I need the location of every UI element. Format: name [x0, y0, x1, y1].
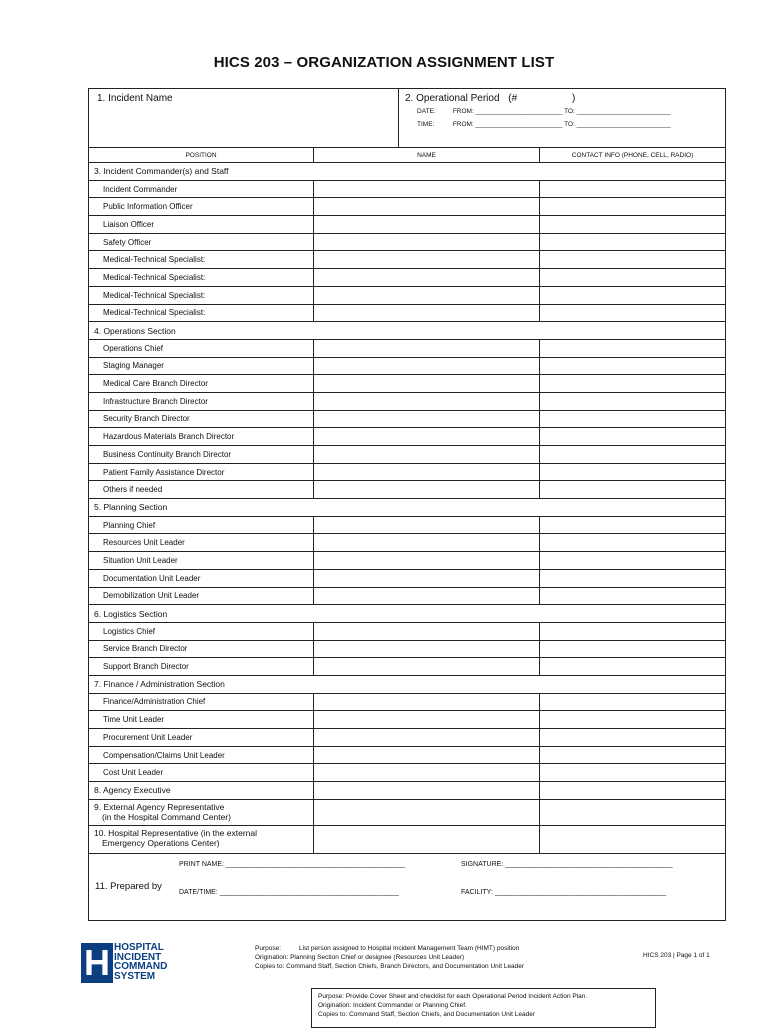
section-row	[89, 605, 725, 623]
table-row	[89, 251, 725, 269]
position-label: Public Information Officer	[89, 198, 314, 215]
position-label: Incident Commander	[89, 181, 314, 198]
table-row	[89, 641, 725, 659]
table-row	[89, 393, 725, 411]
prepared-by-label: 11. Prepared by	[95, 881, 162, 893]
contact-cell[interactable]	[540, 340, 725, 357]
contact-cell[interactable]	[540, 534, 725, 551]
contact-cell[interactable]	[540, 411, 725, 428]
facility-field[interactable]: FACILITY: ____________________________________________	[461, 888, 667, 896]
table-row	[89, 428, 725, 446]
contact-cell[interactable]	[540, 428, 725, 445]
name-cell[interactable]	[314, 393, 540, 410]
section-row	[89, 826, 725, 854]
contact-cell[interactable]	[540, 251, 725, 268]
time-from-input[interactable]: FROM: ________________________	[452, 121, 563, 128]
position-label: Business Continuity Branch Director	[89, 446, 314, 463]
name-cell[interactable]	[314, 800, 540, 825]
position-label: Finance/Administration Chief	[89, 694, 314, 711]
purpose-box: Purpose: Provide Cover Sheet and checklist for each Operational Period Incident Action Plan. Origination: Incident Commander or Planning Chief. Copies to: Command Staff, Section Chiefs, and Documentation Unit Leader	[311, 988, 656, 1028]
position-label: Time Unit Leader	[89, 711, 314, 728]
position-label: Security Branch Director	[89, 411, 314, 428]
position-label: Medical-Technical Specialist:	[89, 305, 314, 322]
contact-cell[interactable]	[540, 305, 725, 322]
name-cell[interactable]	[314, 517, 540, 534]
table-row	[89, 534, 725, 552]
name-cell[interactable]	[314, 234, 540, 251]
position-label: Others if needed	[89, 481, 314, 498]
table-row	[89, 181, 725, 199]
table-row	[89, 711, 725, 729]
position-label: Medical-Technical Specialist:	[89, 269, 314, 286]
date-from-input[interactable]: FROM: ________________________	[452, 108, 563, 115]
signature-field[interactable]: SIGNATURE: ___________________________________________	[461, 860, 673, 868]
contact-cell[interactable]	[540, 552, 725, 569]
position-label: Cost Unit Leader	[89, 764, 314, 781]
logo-letter: H	[81, 943, 113, 983]
table-row	[89, 694, 725, 712]
name-cell[interactable]	[314, 764, 540, 781]
section-heading: 4. Operations Section	[94, 325, 176, 336]
contact-cell[interactable]	[540, 481, 725, 498]
footer-notes: Purpose: List person assigned to Hospital Incident Management Team (HIMT) position Origination: Planning Section Chief or designee (Resources Unit Leader) Copies to: Command Staff, Section Chiefs, Branch Directors, and Documentation Unit Leader	[255, 945, 525, 970]
contact-cell[interactable]	[540, 393, 725, 410]
name-cell[interactable]	[314, 340, 540, 357]
contact-cell[interactable]	[540, 216, 725, 233]
contact-cell[interactable]	[540, 800, 725, 825]
section-heading: 6. Logistics Section	[94, 608, 168, 619]
contact-cell[interactable]	[540, 764, 725, 781]
op-period-label: 2. Operational Period	[405, 93, 500, 104]
name-cell[interactable]	[314, 570, 540, 587]
name-cell[interactable]	[314, 641, 540, 658]
contact-cell[interactable]	[540, 198, 725, 215]
section-heading: 3. Incident Commander(s) and Staff	[94, 166, 229, 177]
table-row	[89, 305, 725, 323]
name-cell[interactable]	[314, 269, 540, 286]
position-label: Procurement Unit Leader	[89, 729, 314, 746]
table-row	[89, 623, 725, 641]
name-cell[interactable]	[314, 251, 540, 268]
table-row	[89, 340, 725, 358]
table-row	[89, 234, 725, 252]
assignment-rows	[89, 163, 725, 854]
table-row	[89, 481, 725, 499]
table-row	[89, 446, 725, 464]
name-cell[interactable]	[314, 464, 540, 481]
column-headers	[89, 148, 725, 163]
page-number: HICS 203 | Page 1 of 1	[643, 952, 710, 959]
contact-cell[interactable]	[540, 464, 725, 481]
name-cell[interactable]	[314, 552, 540, 569]
table-row	[89, 729, 725, 747]
table-row	[89, 517, 725, 535]
section-heading: 8. Agency Executive	[89, 782, 314, 799]
contact-cell[interactable]	[540, 729, 725, 746]
name-cell[interactable]	[314, 658, 540, 675]
table-row	[89, 287, 725, 305]
col-name: NAME	[314, 148, 540, 162]
name-cell[interactable]	[314, 198, 540, 215]
position-label: Medical-Technical Specialist:	[89, 251, 314, 268]
incident-name-label: 1. Incident Name	[97, 93, 173, 104]
section-row	[89, 676, 725, 694]
section-row	[89, 782, 725, 800]
position-label: Medical Care Branch Director	[89, 375, 314, 392]
name-cell[interactable]	[314, 588, 540, 605]
print-name-field[interactable]: PRINT NAME: ______________________________________________	[179, 860, 406, 868]
contact-cell[interactable]	[540, 287, 725, 304]
time-line: TIME: FROM: ________________________ TO: __________________________	[417, 121, 671, 128]
name-cell[interactable]	[314, 623, 540, 640]
position-label: Medical-Technical Specialist:	[89, 287, 314, 304]
name-cell[interactable]	[314, 181, 540, 198]
contact-cell[interactable]	[540, 269, 725, 286]
operational-period-field: 2. Operational Period (# ) DATE: FROM: ________________________ TO: __________________________ TIME: FROM: ________________________ TO: __________________________	[399, 89, 725, 147]
table-row	[89, 269, 725, 287]
hics-logo: H HOSPITAL INCIDENT COMMAND SYSTEM	[81, 943, 171, 983]
position-label: 10. Hospital Representative (in the external Emergency Operations Center)	[89, 826, 314, 853]
table-row	[89, 375, 725, 393]
position-label: Planning Chief	[89, 517, 314, 534]
position-label: Documentation Unit Leader	[89, 570, 314, 587]
contact-cell[interactable]	[540, 234, 725, 251]
organization-assignment-form	[88, 88, 726, 921]
section-row	[89, 499, 725, 517]
op-period-number[interactable]: (#	[508, 93, 518, 104]
position-label: Resources Unit Leader	[89, 534, 314, 551]
position-label: Hazardous Materials Branch Director	[89, 428, 314, 445]
name-cell[interactable]	[314, 305, 540, 322]
date-to-input[interactable]: TO: __________________________	[564, 108, 671, 115]
section-row	[89, 322, 725, 340]
contact-cell[interactable]	[540, 623, 725, 640]
name-cell[interactable]	[314, 216, 540, 233]
table-row	[89, 588, 725, 606]
date-time-field[interactable]: DATE/TIME: ______________________________________________	[179, 888, 399, 896]
name-cell[interactable]	[314, 446, 540, 463]
contact-cell[interactable]	[540, 517, 725, 534]
contact-cell[interactable]	[540, 747, 725, 764]
contact-cell[interactable]	[540, 570, 725, 587]
name-cell[interactable]	[314, 711, 540, 728]
table-row	[89, 358, 725, 376]
position-label: Compensation/Claims Unit Leader	[89, 747, 314, 764]
table-row	[89, 658, 725, 676]
section-row	[89, 800, 725, 826]
position-label: Service Branch Director	[89, 641, 314, 658]
time-to-input[interactable]: TO: __________________________	[564, 121, 671, 128]
table-row	[89, 216, 725, 234]
name-cell[interactable]	[314, 287, 540, 304]
name-cell[interactable]	[314, 826, 540, 853]
table-row	[89, 464, 725, 482]
contact-cell[interactable]	[540, 658, 725, 675]
position-label: Support Branch Director	[89, 658, 314, 675]
section-heading: 7. Finance / Administration Section	[94, 679, 225, 690]
name-cell[interactable]	[314, 428, 540, 445]
date-line: DATE: FROM: ________________________ TO: __________________________	[417, 108, 671, 115]
name-cell[interactable]	[314, 411, 540, 428]
position-label: Patient Family Assistance Director	[89, 464, 314, 481]
position-label: Logistics Chief	[89, 623, 314, 640]
contact-cell[interactable]	[540, 711, 725, 728]
position-label: Liaison Officer	[89, 216, 314, 233]
name-cell[interactable]	[314, 729, 540, 746]
contact-cell[interactable]	[540, 641, 725, 658]
position-label: Demobilization Unit Leader	[89, 588, 314, 605]
name-cell[interactable]	[314, 375, 540, 392]
name-cell[interactable]	[314, 747, 540, 764]
position-label: Operations Chief	[89, 340, 314, 357]
contact-cell[interactable]	[540, 782, 725, 799]
position-label: 9. External Agency Representative (in the Hospital Command Center)	[89, 800, 314, 825]
table-row	[89, 570, 725, 588]
table-row	[89, 411, 725, 429]
incident-name-field[interactable]	[89, 89, 399, 147]
name-cell[interactable]	[314, 358, 540, 375]
contact-cell[interactable]	[540, 446, 725, 463]
section-row	[89, 163, 725, 181]
col-contact: CONTACT INFO (PHONE, CELL, RADIO)	[571, 151, 694, 159]
section-heading: 5. Planning Section	[94, 502, 168, 513]
form-title: HICS 203 – ORGANIZATION ASSIGNMENT LIST	[213, 54, 555, 71]
position-label: Staging Manager	[89, 358, 314, 375]
contact-cell[interactable]	[540, 181, 725, 198]
contact-cell[interactable]	[540, 358, 725, 375]
contact-cell[interactable]	[540, 694, 725, 711]
table-row	[89, 552, 725, 570]
position-label: Safety Officer	[89, 234, 314, 251]
form-header	[89, 89, 725, 148]
prepared-by-section	[89, 854, 725, 920]
position-label: Infrastructure Branch Director	[89, 393, 314, 410]
name-cell[interactable]	[314, 481, 540, 498]
contact-cell[interactable]	[540, 826, 725, 853]
name-cell[interactable]	[314, 694, 540, 711]
table-row	[89, 198, 725, 216]
position-label: Situation Unit Leader	[89, 552, 314, 569]
table-row	[89, 747, 725, 765]
contact-cell[interactable]	[540, 375, 725, 392]
col-position: POSITION	[89, 148, 314, 162]
table-row	[89, 764, 725, 782]
name-cell[interactable]	[314, 782, 540, 799]
contact-cell[interactable]	[540, 588, 725, 605]
name-cell[interactable]	[314, 534, 540, 551]
